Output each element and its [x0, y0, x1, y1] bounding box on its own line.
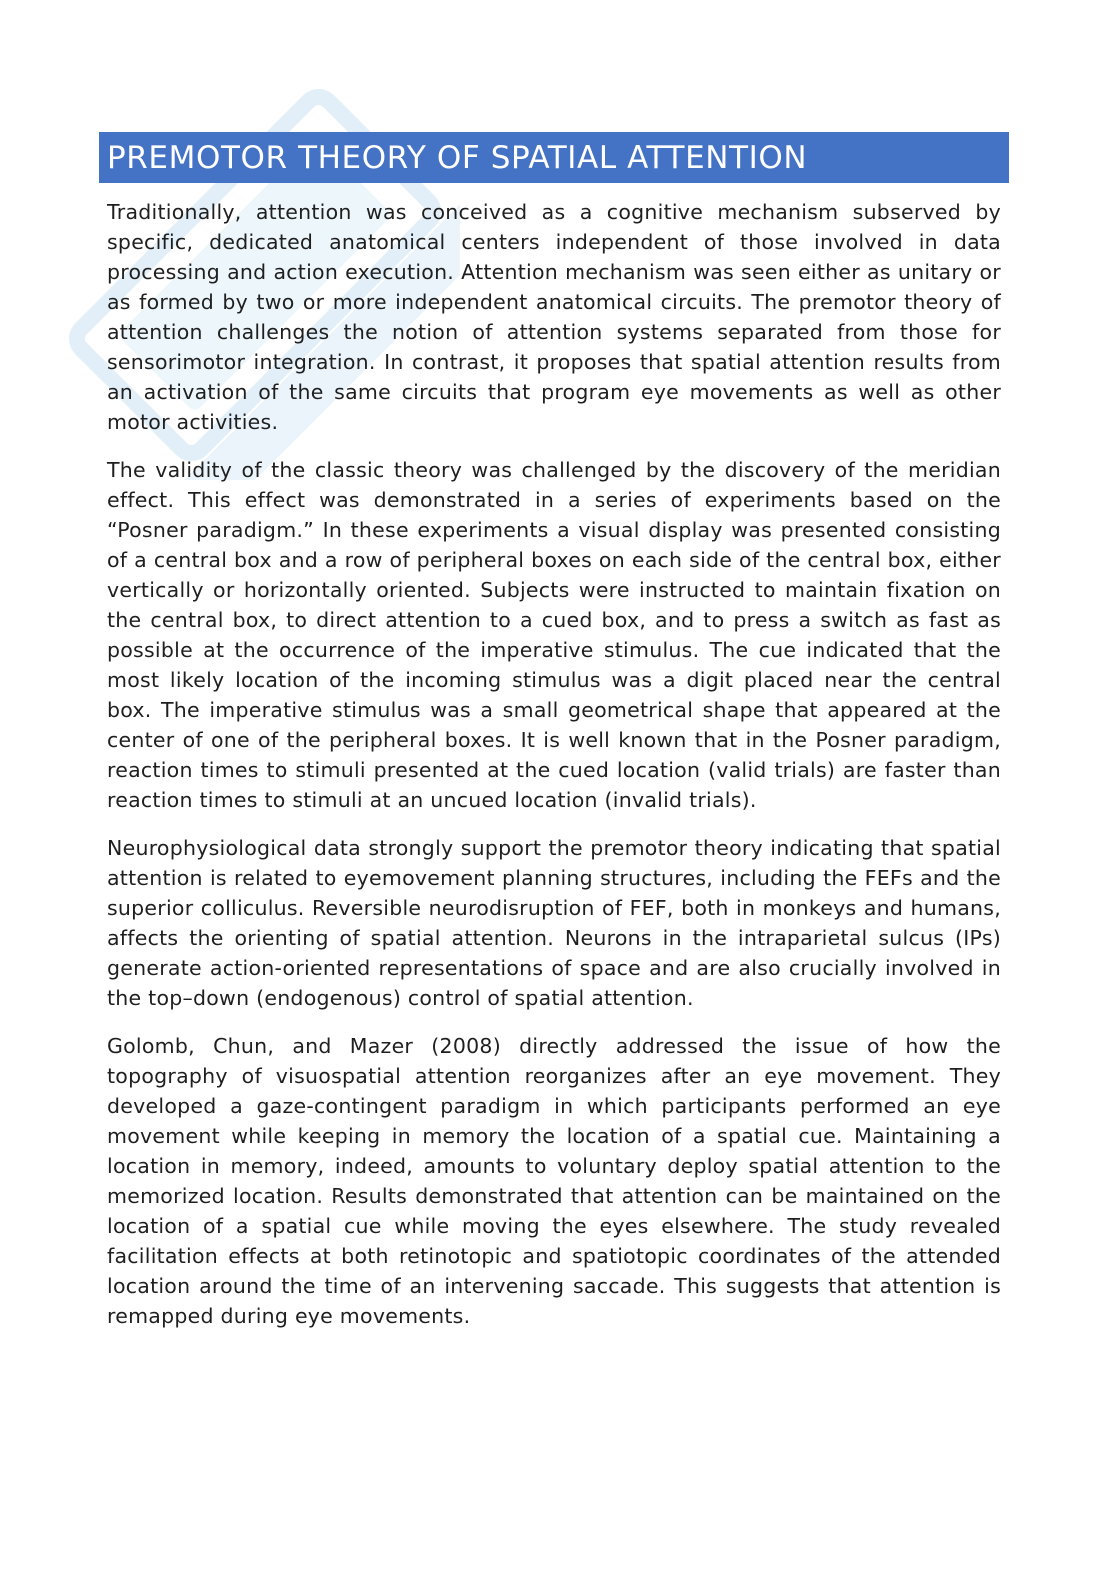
paragraph-3: Neurophysiological data strongly support the premotor theory indicating that spatial attention is related to eyemovement planning structures, including the FEFs and the superior colliculus. Reversible neurodisruption of FEF, both in monkeys and humans, affects the orienting of spatial attention. Neurons in the intraparietal sulcus (IPs) generate action-oriented representations of space and are also crucially involved in the top–down (endogenous) control of spatial attention. — [107, 836, 1001, 1010]
title-banner — [99, 132, 1009, 183]
document-body — [99, 183, 1009, 1331]
page-title: PREMOTOR THEORY OF SPATIAL ATTENTION — [107, 139, 808, 176]
paragraph-4: Golomb, Chun, and Mazer (2008) directly addressed the issue of how the topography of visuospatial attention reorganizes after an eye movement. They developed a gaze-contingent paradigm in which participants performed an eye movement while keeping in memory the location of a spatial cue. Maintaining a location in memory, indeed, amounts to voluntary deploy spatial attention to the memorized location. Results demonstrated that attention can be maintained on the location of a spatial cue while moving the eyes elsewhere. The study revealed facilitation effects at both retinotopic and spatiotopic coordinates of the attended location around the time of an intervening saccade. This suggests that attention is remapped during eye movements. — [107, 1034, 1001, 1328]
paragraph-2: The validity of the classic theory was challenged by the discovery of the meridian effect. This effect was demonstrated in a series of experiments based on the “Posner paradigm.” In these experiments a visual display was presented consisting of a central box and a row of peripheral boxes on each side of the central box, either vertically or horizontally oriented. Subjects were instructed to maintain fixation on the central box, to direct attention to a cued box, and to press a switch as fast as possible at the occurrence of the imperative stimulus. The cue indicated that the most likely location of the incoming stimulus was a digit placed near the central box. The imperative stimulus was a small geometrical shape that appeared at the center of one of the peripheral boxes. It is well known that in the Posner paradigm, reaction times to stimuli presented at the cued location (valid trials) are faster than reaction times to stimuli at an uncued location (invalid trials). — [107, 458, 1001, 812]
document-page — [99, 132, 1009, 1349]
paragraph-1: Traditionally, attention was conceived as a cognitive mechanism subserved by specific, dedicated anatomical centers independent of those involved in data processing and action execution. Attention mechanism was seen either as unitary or as formed by two or more independent anatomical circuits. The premotor theory of attention challenges the notion of attention systems separated from those for sensorimotor integration. In contrast, it proposes that spatial attention results from an activation of the same circuits that program eye movements as well as other motor activities. — [107, 200, 1001, 434]
